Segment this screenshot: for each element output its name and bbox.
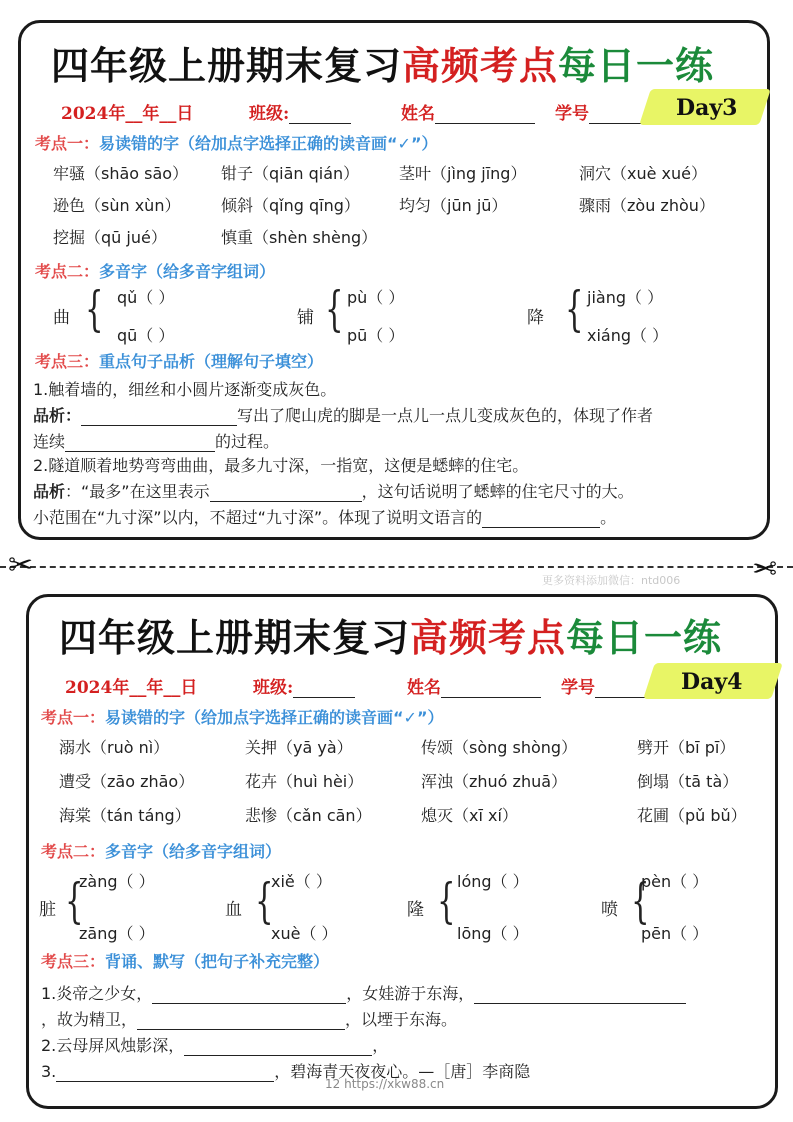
title-part-red: 高频考点	[402, 43, 559, 88]
polyphone-blank[interactable]: pēn（ ）	[641, 924, 709, 943]
scissors-icon: ✂	[752, 552, 778, 587]
class-field[interactable]	[249, 99, 351, 124]
answer-blank[interactable]	[152, 987, 346, 1004]
class-blank[interactable]	[293, 697, 355, 698]
name-label: 姓名	[401, 104, 435, 124]
number-label: 学号	[555, 104, 589, 124]
section-prefix: 考点三：	[41, 952, 106, 971]
word-item[interactable]: 传颂（sòng shòng）	[421, 738, 578, 757]
name-blank[interactable]	[441, 697, 541, 698]
answer-blank[interactable]	[65, 435, 215, 452]
poem-text: ，故为精卫，	[41, 1010, 138, 1029]
analysis-label: 品析：	[33, 406, 82, 425]
section-2-heading	[41, 839, 281, 862]
polyphone-blank[interactable]: lōng（ ）	[457, 924, 529, 943]
polyphone-blank[interactable]: pèn（ ）	[641, 872, 709, 891]
poem-text: 2.云母屏风烛影深，	[41, 1036, 185, 1055]
sentence-1: 1.触着墙的，细丝和小圆片逐渐变成灰色。	[33, 380, 337, 399]
name-field[interactable]	[407, 673, 541, 698]
word-item[interactable]: 洞穴（xuè xué）	[579, 164, 707, 183]
word-item[interactable]: 倾斜（qǐng qīng）	[221, 196, 360, 215]
analysis-2	[33, 479, 634, 502]
brace-icon: {	[565, 281, 584, 337]
analysis-2-line2	[33, 505, 616, 528]
section-prefix: 考点三：	[35, 352, 100, 371]
analysis-text: 。	[600, 508, 617, 527]
analysis-text: ：“最多”在这里表示	[65, 482, 210, 501]
answer-blank[interactable]	[56, 1065, 274, 1082]
name-field[interactable]	[401, 99, 535, 124]
poem-line-1	[41, 981, 686, 1004]
analysis-1	[33, 403, 653, 426]
word-item[interactable]: 溺水（ruò nì）	[59, 738, 170, 757]
word-item[interactable]: 骤雨（zòu zhòu）	[579, 196, 715, 215]
watermark-text: 更多资料添加微信：ntd006	[542, 574, 681, 587]
section-prefix: 考点二：	[35, 262, 100, 281]
polyphone-blank[interactable]: zàng（ ）	[79, 872, 155, 891]
section-prefix: 考点一：	[35, 134, 100, 153]
polyphone-blank[interactable]: qǔ（ ）	[117, 288, 175, 307]
scissors-icon: ✂	[8, 548, 34, 583]
word-item[interactable]: 挖掘（qū jué）	[53, 228, 167, 247]
word-item[interactable]: 慎重（shèn shèng）	[221, 228, 378, 247]
section-2-heading	[35, 259, 275, 282]
day-label: Day3	[676, 95, 738, 121]
section-prefix: 考点二：	[41, 842, 106, 861]
analysis-text: 的过程。	[215, 432, 280, 451]
word-item[interactable]: 钳子（qiān qián）	[221, 164, 360, 183]
number-field[interactable]	[555, 99, 649, 124]
section-3-heading	[41, 949, 329, 972]
word-item[interactable]: 关押（yā yà）	[245, 738, 353, 757]
name-label: 姓名	[407, 678, 441, 698]
poem-text: ，碧海青天夜夜心。—［唐］李商隐	[274, 1062, 531, 1081]
section-text: 背诵、默写（把句子补充完整）	[105, 952, 330, 971]
footer-url[interactable]: 12 https://xkw88.cn	[325, 1077, 445, 1091]
word-item[interactable]: 花卉（huì hèi）	[245, 772, 364, 791]
answer-blank[interactable]	[482, 511, 600, 528]
section-text: 易读错的字（给加点字选择正确的读音画“✓”）	[105, 708, 444, 727]
worksheet-title	[51, 35, 714, 90]
answer-blank[interactable]	[184, 1039, 372, 1056]
name-blank[interactable]	[435, 123, 535, 124]
brace-icon: {	[255, 873, 274, 929]
polyphone-char: 血	[225, 900, 242, 920]
analysis-text: ，这句话说明了蟋蟀的住宅尺寸的大。	[361, 482, 634, 501]
class-blank[interactable]	[289, 123, 351, 124]
polyphone-blank[interactable]: lóng（ ）	[457, 872, 529, 891]
section-1-heading	[35, 131, 437, 154]
title-part-black: 四年级上册期末复习	[51, 43, 403, 88]
brace-icon: {	[65, 873, 84, 929]
day-label: Day4	[681, 669, 743, 695]
answer-blank[interactable]	[81, 409, 237, 426]
word-item[interactable]: 倒塌（tā tà）	[637, 772, 739, 791]
word-item[interactable]: 均匀（jūn jū）	[399, 196, 508, 215]
polyphone-blank[interactable]: pū（ ）	[347, 326, 405, 345]
poem-text: ，	[372, 1036, 389, 1055]
word-item[interactable]: 茎叶（jìng jīng）	[399, 164, 527, 183]
poem-line-3	[41, 1059, 530, 1082]
worksheet-day3	[18, 20, 770, 540]
section-text: 多音字（给多音字组词）	[105, 842, 282, 861]
answer-blank[interactable]	[210, 485, 362, 502]
polyphone-blank[interactable]: xiáng（ ）	[587, 326, 669, 345]
polyphone-char: 降	[527, 308, 544, 328]
brace-icon: {	[325, 281, 344, 337]
polyphone-char: 曲	[53, 308, 70, 328]
analysis-1-line2	[33, 429, 279, 452]
title-part-black: 四年级上册期末复习	[59, 615, 411, 660]
date-field[interactable]: 2024年__年__日	[61, 104, 194, 124]
date-field[interactable]: 2024年__年__日	[65, 678, 198, 698]
polyphone-char: 隆	[407, 900, 424, 920]
class-label: 班级:	[253, 678, 294, 698]
word-item[interactable]: 逊色（sùn xùn）	[53, 196, 181, 215]
analysis-text: 小范围在“九寸深”以内，不超过“九寸深”。体现了说明文语言的	[33, 508, 483, 527]
polyphone-blank[interactable]: xiě（ ）	[271, 872, 332, 891]
poem-line-2	[41, 1033, 388, 1056]
polyphone-char: 喷	[601, 900, 618, 920]
brace-icon: {	[631, 873, 650, 929]
section-1-heading	[41, 705, 443, 728]
poem-text: 3.	[41, 1062, 57, 1081]
word-item[interactable]: 悲惨（cǎn cān）	[245, 806, 372, 825]
word-item[interactable]: 浑浊（zhuó zhuā）	[421, 772, 568, 791]
polyphone-blank[interactable]: jiàng（ ）	[587, 288, 664, 307]
section-prefix: 考点一：	[41, 708, 106, 727]
word-item[interactable]: 花圃（pǔ bǔ）	[637, 806, 747, 825]
polyphone-blank[interactable]: xuè（ ）	[271, 924, 338, 943]
word-item[interactable]: 牢骚（shāo sāo）	[53, 164, 189, 183]
worksheet-day4	[26, 594, 778, 1109]
poem-line-1b	[41, 1007, 457, 1030]
polyphone-blank[interactable]: qū（ ）	[117, 326, 175, 345]
worksheet-title	[59, 607, 722, 662]
polyphone-blank[interactable]: zāng（ ）	[79, 924, 155, 943]
title-part-green: 每日一练	[566, 615, 723, 660]
poem-text: ，以堙于东海。	[345, 1010, 458, 1029]
polyphone-blank[interactable]: pù（ ）	[347, 288, 405, 307]
brace-icon: {	[437, 873, 456, 929]
word-item[interactable]: 遭受（zāo zhāo）	[59, 772, 195, 791]
cut-line	[0, 566, 793, 568]
analysis-label: 品析	[33, 482, 66, 501]
section-text: 易读错的字（给加点字选择正确的读音画“✓”）	[99, 134, 438, 153]
brace-icon: {	[85, 281, 104, 337]
section-text: 重点句子品析（理解句子填空）	[99, 352, 324, 371]
analysis-text: 写出了爬山虎的脚是一点儿一点儿变成灰色的，体现了作者	[237, 406, 654, 425]
answer-blank[interactable]	[474, 987, 686, 1004]
class-label: 班级:	[249, 104, 290, 124]
section-3-heading	[35, 349, 323, 372]
section-text: 多音字（给多音字组词）	[99, 262, 276, 281]
polyphone-char: 脏	[39, 900, 56, 920]
word-item[interactable]: 熄灭（xī xí）	[421, 806, 518, 825]
polyphone-char: 铺	[297, 308, 314, 328]
title-part-red: 高频考点	[410, 615, 567, 660]
word-item[interactable]: 海棠（tán táng）	[59, 806, 191, 825]
poem-text: ，女娃游于东海，	[346, 984, 475, 1003]
sentence-2: 2.隧道顺着地势弯弯曲曲，最多九寸深，一指宽，这便是蟋蟀的住宅。	[33, 456, 529, 475]
analysis-text: 连续	[33, 432, 66, 451]
title-part-green: 每日一练	[558, 43, 715, 88]
number-label: 学号	[561, 678, 595, 698]
poem-text: 1.炎帝之少女，	[41, 984, 153, 1003]
word-item[interactable]: 劈开（bī pī）	[637, 738, 736, 757]
number-field[interactable]	[561, 673, 657, 698]
class-field[interactable]	[253, 673, 355, 698]
answer-blank[interactable]	[137, 1013, 345, 1030]
